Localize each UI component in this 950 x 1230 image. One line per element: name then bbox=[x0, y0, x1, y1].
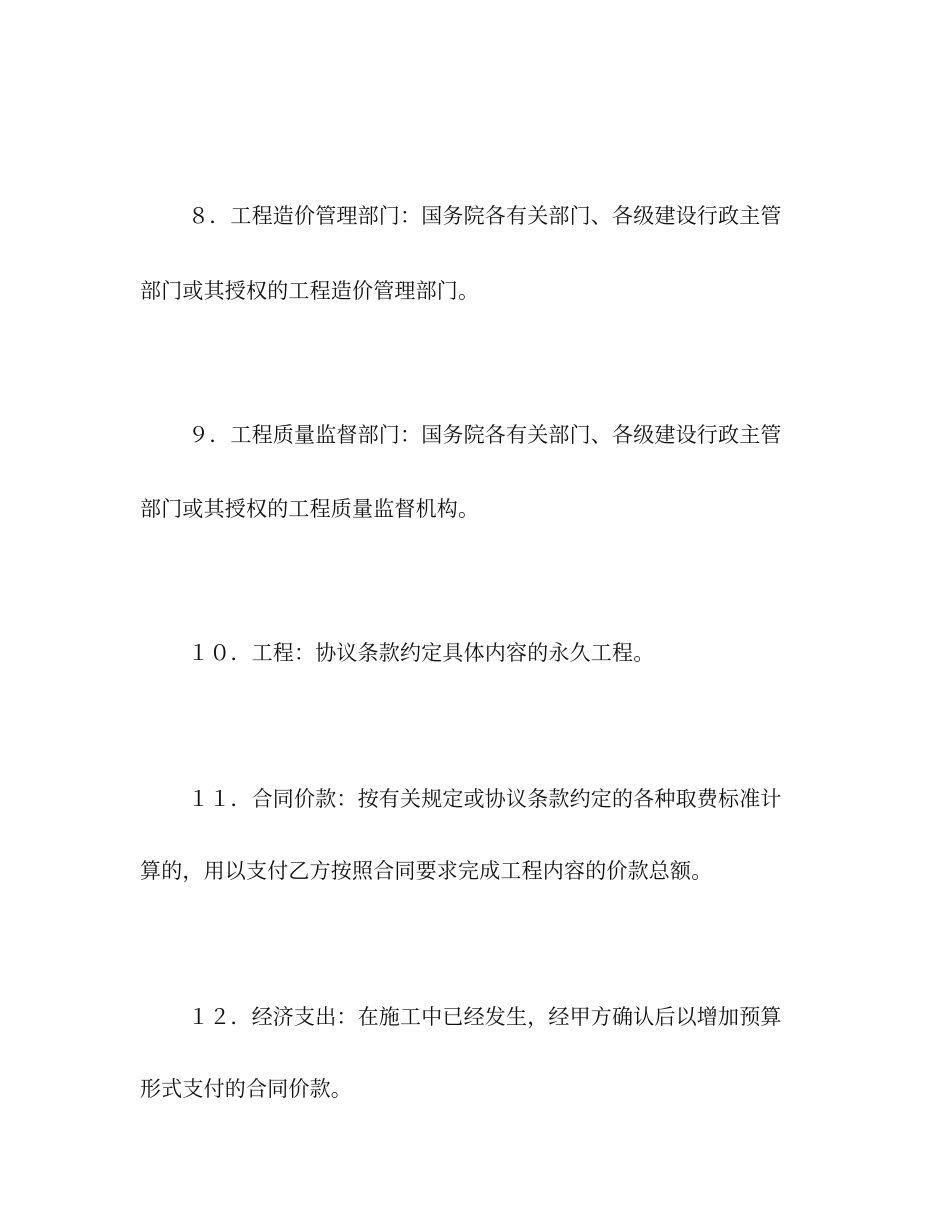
paragraph-9-line-2: 部门或其授权的工程质量监督机构。 bbox=[140, 497, 480, 521]
paragraph-9-line-1: ９．工程质量监督部门：国务院各有关部门、各级建设行政主管 bbox=[188, 423, 782, 447]
paragraph-12-line-1: １２．经济支出：在施工中已经发生，经甲方确认后以增加预算 bbox=[188, 1005, 782, 1029]
paragraph-11-line-2: 算的，用以支付乙方按照合同要求完成工程内容的价款总额。 bbox=[140, 859, 713, 883]
paragraph-8-line-2: 部门或其授权的工程造价管理部门。 bbox=[140, 279, 480, 303]
paragraph-8-line-1: ８．工程造价管理部门：国务院各有关部门、各级建设行政主管 bbox=[188, 204, 782, 228]
paragraph-12-line-2: 形式支付的合同价款。 bbox=[140, 1077, 352, 1101]
paragraph-10-line-1: １０．工程：协议条款约定具体内容的永久工程。 bbox=[188, 641, 655, 665]
paragraph-11-line-1: １１．合同价款：按有关规定或协议条款约定的各种取费标准计 bbox=[188, 787, 782, 811]
